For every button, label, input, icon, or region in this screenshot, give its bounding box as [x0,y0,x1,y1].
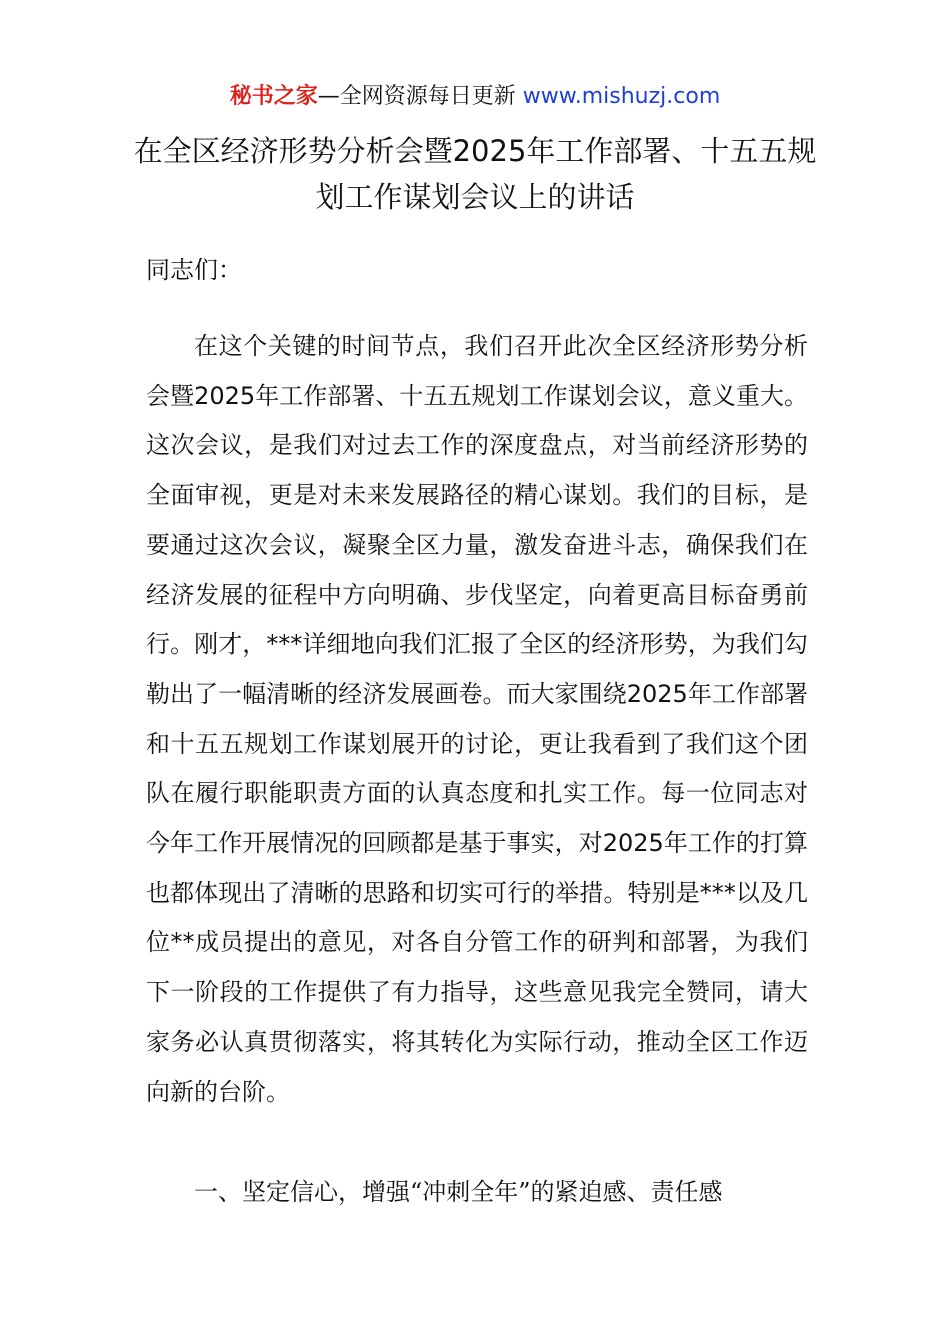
section-heading: 一、坚定信心，增强“冲刺全年”的紧迫感、责任感 [194,1178,723,1206]
salutation: 同志们： [146,256,242,284]
site-url-link[interactable]: www.mishuzj.com [522,84,721,109]
document-title: 在全区经济形势分析会暨2025年工作部署、十五五规划工作谋划会议上的讲话 [133,134,817,214]
site-tagline: —全网资源每日更新 [317,84,516,109]
brand-name: 秘书之家 [229,84,318,109]
body-paragraph: 在这个关键的时间节点，我们召开此次全区经济形势分析会暨2025年工作部署、十五五规划工作谋划会议，意义重大。这次会议，是我们对过去工作的深度盘点，对当前经济形势的全面审视，更是对未来发展路径的精心谋划。我们的目标，是要通过这次会议，凝聚全区力量，激发奋进斗志，确保我们在经济发展的征程中方向明确、步伐坚定，向着更高目标奋勇前行。刚才，***详细地向我们汇报了全区的经济形势，为我们勾勒出了一幅清晰的经济发展画卷。而大家围绕2025年工作部署和十五五规划工作谋划展开的讨论，更让我看到了我们这个团队在履行职能职责方面的认真态度和扎实工作。每一位同志对今年工作开展情况的回顾都是基于事实，对2025年工作的打算也都体现出了清晰的思路和切实可行的举措。特别是***以及几位**成员提出的意见，对各自分管工作的研判和部署，为我们下一阶段的工作提供了有力指导，这些意见我完全赞同，请大家务必认真贯彻落实，将其转化为实际行动，推动全区工作迈向新的台阶。 [146,332,808,1106]
site-header [0,82,950,112]
